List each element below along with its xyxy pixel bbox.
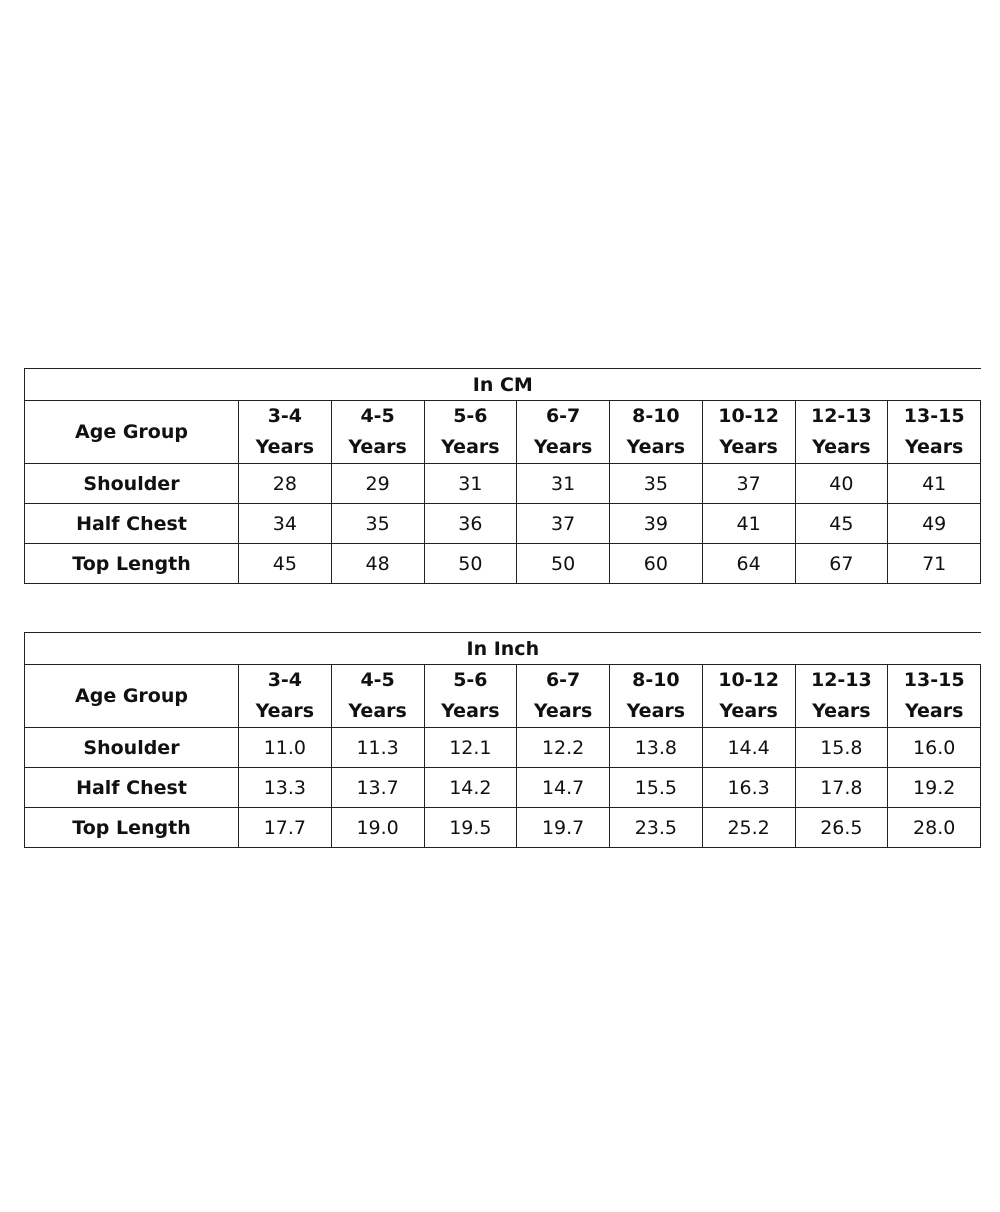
table-cell: 11.0 — [239, 728, 332, 768]
age-group-label: Age Group — [25, 401, 239, 464]
table-cell: 28 — [239, 464, 332, 504]
table-cell: 71 — [888, 544, 981, 584]
age-range: 13-15 — [903, 669, 965, 691]
size-table-inch — [24, 632, 981, 848]
table-cell: 45 — [239, 544, 332, 584]
table-cell: 37 — [517, 504, 610, 544]
age-range: 8-10 — [632, 405, 680, 427]
table-cell: 17.8 — [795, 768, 888, 808]
age-group-col — [610, 665, 703, 728]
table-title: In CM — [25, 369, 981, 401]
table-cell: 29 — [331, 464, 424, 504]
age-group-col — [795, 665, 888, 728]
age-unit: Years — [812, 436, 871, 458]
age-group-col — [610, 401, 703, 464]
age-unit: Years — [626, 700, 686, 722]
age-group-col — [424, 401, 517, 464]
row-label: Shoulder — [25, 728, 239, 768]
table-cell: 28.0 — [888, 808, 981, 848]
age-range: 6-7 — [545, 669, 581, 691]
table-cell: 31 — [424, 464, 517, 504]
age-group-col — [888, 665, 981, 728]
age-group-col — [424, 665, 517, 728]
table-cell: 37 — [702, 464, 795, 504]
table-cell: 35 — [331, 504, 424, 544]
age-group-col — [702, 401, 795, 464]
age-range: 8-10 — [632, 669, 680, 691]
table-cell: 50 — [424, 544, 517, 584]
table-cell: 45 — [795, 504, 888, 544]
age-group-col — [517, 401, 610, 464]
age-range: 5-6 — [453, 405, 488, 427]
table-cell: 19.7 — [517, 808, 610, 848]
age-range: 5-6 — [453, 669, 488, 691]
table-cell: 16.3 — [702, 768, 795, 808]
age-range: 3-4 — [267, 405, 303, 427]
age-range: 10-12 — [718, 405, 780, 427]
table-cell: 49 — [888, 504, 981, 544]
row-label: Shoulder — [25, 464, 239, 504]
table-cell: 36 — [424, 504, 517, 544]
age-header-row — [25, 401, 981, 464]
age-unit: Years — [348, 436, 407, 458]
row-label: Top Length — [25, 808, 239, 848]
table-cell: 14.4 — [702, 728, 795, 768]
table-cell: 60 — [610, 544, 703, 584]
table-cell: 19.0 — [331, 808, 424, 848]
table-title: In Inch — [25, 633, 981, 665]
table-cell: 15.5 — [610, 768, 703, 808]
table-cell: 13.3 — [239, 768, 332, 808]
table-cell: 12.1 — [424, 728, 517, 768]
table-cell: 17.7 — [239, 808, 332, 848]
table-cell: 26.5 — [795, 808, 888, 848]
age-group-col — [795, 401, 888, 464]
table-title-row — [25, 369, 981, 401]
age-unit: Years — [719, 700, 778, 722]
age-group-label: Age Group — [25, 665, 239, 728]
table-cell: 25.2 — [702, 808, 795, 848]
table-cell: 48 — [331, 544, 424, 584]
age-range: 10-12 — [718, 669, 780, 691]
age-unit: Years — [441, 700, 500, 722]
age-group-col — [239, 665, 332, 728]
table-row — [25, 504, 981, 544]
age-header-row — [25, 665, 981, 728]
table-row — [25, 768, 981, 808]
table-cell: 16.0 — [888, 728, 981, 768]
table-title-row — [25, 633, 981, 665]
table-cell: 14.2 — [424, 768, 517, 808]
age-unit: Years — [533, 700, 593, 722]
table-cell: 50 — [517, 544, 610, 584]
table-cell: 13.8 — [610, 728, 703, 768]
age-unit: Years — [626, 436, 686, 458]
age-unit: Years — [812, 700, 871, 722]
age-range: 12-13 — [810, 669, 872, 691]
table-cell: 19.5 — [424, 808, 517, 848]
age-range: 6-7 — [545, 405, 581, 427]
table-cell: 64 — [702, 544, 795, 584]
age-group-col — [331, 665, 424, 728]
age-unit: Years — [255, 700, 315, 722]
age-unit: Years — [348, 700, 407, 722]
table-cell: 15.8 — [795, 728, 888, 768]
table-cell: 19.2 — [888, 768, 981, 808]
size-table-cm — [24, 368, 981, 584]
table-cell: 39 — [610, 504, 703, 544]
table-row — [25, 808, 981, 848]
age-unit: Years — [255, 436, 315, 458]
age-unit: Years — [533, 436, 593, 458]
age-range: 12-13 — [810, 405, 872, 427]
age-group-col — [888, 401, 981, 464]
table-cell: 35 — [610, 464, 703, 504]
table-cell: 31 — [517, 464, 610, 504]
age-unit: Years — [904, 436, 964, 458]
age-group-col — [702, 665, 795, 728]
age-unit: Years — [719, 436, 778, 458]
table-cell: 41 — [702, 504, 795, 544]
table-cell: 41 — [888, 464, 981, 504]
row-label: Half Chest — [25, 768, 239, 808]
row-label: Top Length — [25, 544, 239, 584]
table-cell: 67 — [795, 544, 888, 584]
row-label: Half Chest — [25, 504, 239, 544]
table-cell: 40 — [795, 464, 888, 504]
table-row — [25, 544, 981, 584]
age-group-col — [517, 665, 610, 728]
table-row — [25, 728, 981, 768]
age-group-col — [239, 401, 332, 464]
table-row — [25, 464, 981, 504]
age-range: 4-5 — [360, 669, 395, 691]
table-cell: 14.7 — [517, 768, 610, 808]
age-range: 3-4 — [267, 669, 303, 691]
age-group-col — [331, 401, 424, 464]
table-cell: 23.5 — [610, 808, 703, 848]
age-range: 4-5 — [360, 405, 395, 427]
table-cell: 11.3 — [331, 728, 424, 768]
age-range: 13-15 — [903, 405, 965, 427]
age-unit: Years — [441, 436, 500, 458]
table-cell: 12.2 — [517, 728, 610, 768]
table-cell: 34 — [239, 504, 332, 544]
table-cell: 13.7 — [331, 768, 424, 808]
age-unit: Years — [904, 700, 964, 722]
